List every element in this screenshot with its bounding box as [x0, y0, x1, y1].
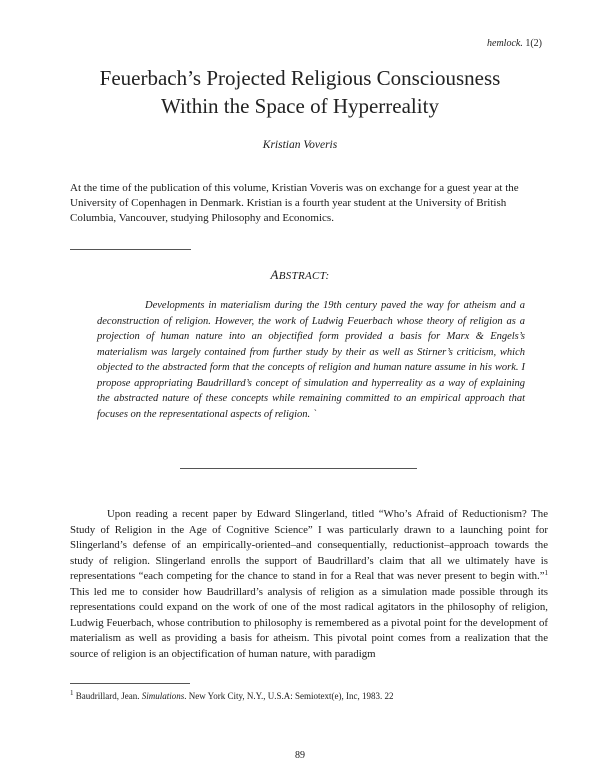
- author-bio: At the time of the publication of this volume, Kristian Voveris was on exchange for a guest year at the University of Copenhagen in Denmark. Kristian is a fourth year student at the University of British Columbia, Vancouver, studying Philosophy and Economics.: [70, 182, 519, 224]
- journal-name: hemlock.: [487, 38, 523, 49]
- running-header: [487, 38, 542, 49]
- body-text-before-note: Upon reading a recent paper by Edward Slingerland, titled “Who’s Afraid of Reductionism? The Study of Religion in the Age of Cognitive Science” I was particularly drawn to a launching point for Slingerland’s defense of an empirically-oriented–and consequentially, reductionist–approach towards the study of religion. Slingerland enrolls the support of Baudrillard’s claim that all we ultimately have is representations “each competing for the chance to stand in for a Real that was never present to begin with.”: [70, 508, 548, 582]
- journal-volume: 1(2): [525, 38, 542, 49]
- footnote-author: Baudrillard, Jean.: [75, 691, 142, 701]
- body-paragraph: [70, 507, 548, 662]
- section-divider: [180, 468, 417, 469]
- footnote-reference[interactable]: 1: [544, 569, 548, 577]
- title-line-2: Within the Space of Hyperreality: [161, 94, 439, 118]
- body-text-after-note: This led me to consider how Baudrillard’s analysis of religion as a simulation made possible through its representations could expand on the work of one of the most radical agitators in the philosophy of religion, Ludwig Feuerbach, whose contribution to philosophy is remembered as a pivotal point for the development of materialism as well as providing a basis for atheism. This pivotal point comes from a realization that the source of religion is an objectification of human nature, with paradigm: [70, 585, 548, 660]
- author-name: Kristian Voveris: [262, 139, 338, 151]
- footnote: [70, 690, 548, 702]
- footnote-marker: 1: [70, 689, 74, 697]
- footnote-rule: [70, 683, 190, 684]
- abstract-heading-initial: A: [270, 267, 279, 282]
- divider-rule: [70, 249, 191, 250]
- article-title: [40, 64, 560, 120]
- footnote-publication: . New York City, N.Y., U.S.A: Semiotext(e), Inc, 1983. 22: [184, 691, 394, 701]
- abstract-heading: [0, 267, 600, 283]
- abstract-text: Developments in materialism during the 19th century paved the way for atheism and a deconstruction of religion. However, the work of Ludwig Feuerbach whose theory of religion as a projection of human nature into an objectified form provided a basis for Marx & Engels’s materialism was largely contained from further study by their as well as Stirner’s criticism, which objected to the abstracted form that the concepts of religion and human nature assume in his work. I propose appropriating Baudrillard’s concept of simulation and hyperreality as a way of explaining the abstracted nature of these concepts while remaining committed to an empirical approach that focuses on the representational aspects of religion. `: [97, 300, 525, 420]
- footnote-title: Simulations: [141, 691, 185, 701]
- page-number: 89: [295, 750, 305, 761]
- title-line-1: Feuerbach’s Projected Religious Consciousness: [99, 66, 501, 90]
- abstract-heading-rest: BSTRACT:: [278, 270, 330, 282]
